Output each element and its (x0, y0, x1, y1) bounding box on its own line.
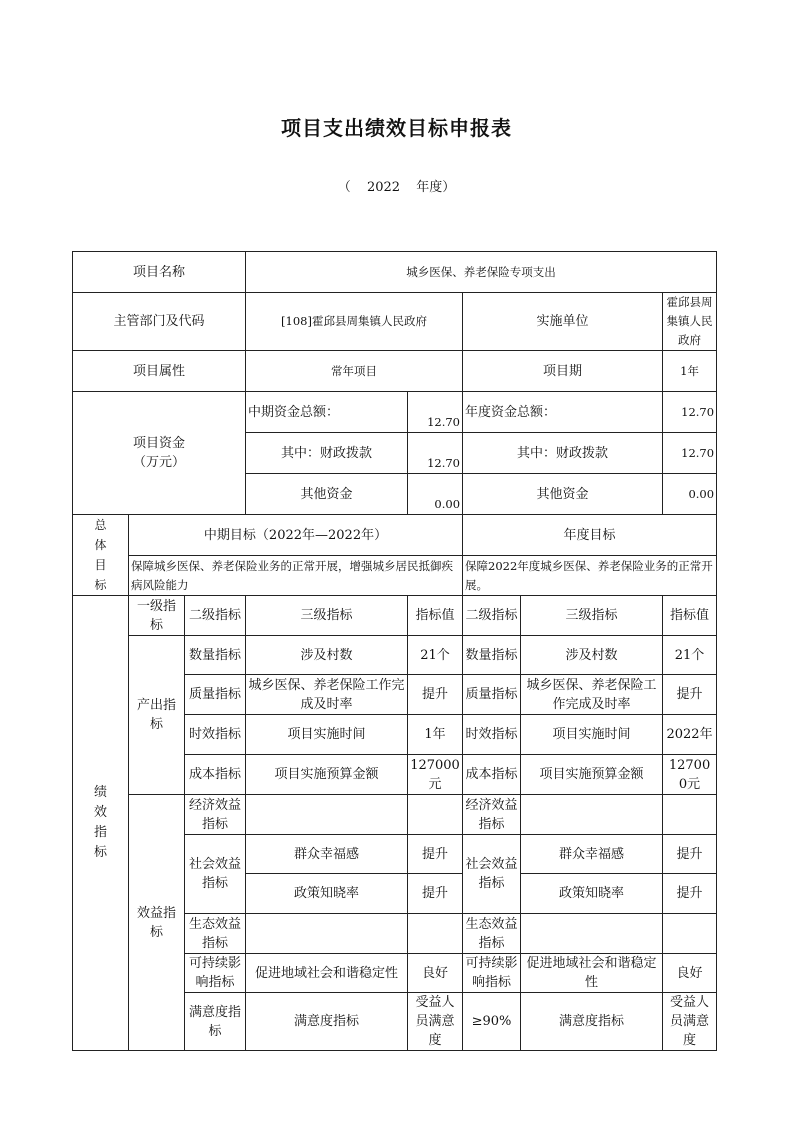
year-other-value: 0.00 (663, 474, 717, 515)
row9-m3: 受益人员满意度 (408, 993, 463, 1051)
unit-label: 实施单位 (463, 293, 663, 351)
header-value-year: 指标值 (663, 596, 717, 636)
period-label: 项目期 (463, 351, 663, 392)
year-other-label: 其他资金 (463, 474, 663, 515)
row7-y2: 生态效益指标 (463, 914, 521, 954)
mid-total-value: 12.70 (408, 392, 463, 433)
header-value-mid: 指标值 (408, 596, 463, 636)
benefit-label: 效益指标 (129, 795, 185, 1051)
year-total-label: 年度资金总额： (463, 392, 663, 433)
goals-label: 总 体 目 标 (73, 515, 129, 596)
row3-yv: 127000元 (663, 755, 717, 795)
row0-y2: 数量指标 (463, 636, 521, 675)
row1-y3: 城乡医保、养老保险工作完成及时率 (521, 675, 663, 715)
row4-yv (663, 795, 717, 835)
row2-y2: 时效指标 (463, 715, 521, 755)
dept-value: [108]霍邱县周集镇人民政府 (246, 293, 463, 351)
row3-y3: 项目实施预算金额 (521, 755, 663, 795)
year-value: 2022 (366, 180, 401, 195)
row5-l2: 社会效益指标 (185, 835, 246, 914)
row0-mv: 21个 (408, 636, 463, 675)
mid-goal-text: 保障城乡医保、养老保险业务的正常开展，增强城乡居民抵御疾病风险能力 (129, 556, 463, 596)
header-level2-mid: 二级指标 (185, 596, 246, 636)
header-level3-year: 三级指标 (521, 596, 663, 636)
year-fin-label: 其中：财政拨款 (463, 433, 663, 474)
row8-y2: 可持续影响指标 (463, 954, 521, 993)
row8-m3: 促进地域社会和谐稳定性 (246, 954, 408, 993)
project-name-label: 项目名称 (73, 252, 246, 293)
satisfaction-label: 满意度指标 (185, 993, 246, 1051)
row8-yv: 良好 (663, 954, 717, 993)
row1-m3: 城乡医保、养老保险工作完成及时率 (246, 675, 408, 715)
row4-m3 (246, 795, 408, 835)
row1-l2: 质量指标 (185, 675, 246, 715)
row2-yv: 2022年 (663, 715, 717, 755)
row2-l2: 时效指标 (185, 715, 246, 755)
row5-mv: 提升 (408, 835, 463, 874)
row1-y2: 质量指标 (463, 675, 521, 715)
output-label: 产出指标 (129, 636, 185, 795)
row7-m3 (246, 914, 408, 954)
page-title: 项目支出绩效目标申报表 (281, 116, 512, 140)
row3-y2: 成本指标 (463, 755, 521, 795)
year-fin-value: 12.70 (663, 433, 717, 474)
mid-other-label: 其他资金 (246, 474, 408, 515)
mid-total-label: 中期资金总额： (246, 392, 408, 433)
row7-mv (408, 914, 463, 954)
row8-mv: 良好 (408, 954, 463, 993)
row6-y3: 政策知晓率 (521, 874, 663, 914)
project-name-value: 城乡医保、养老保险专项支出 (246, 252, 717, 293)
row8-l2: 可持续影响指标 (185, 954, 246, 993)
row1-yv: 提升 (663, 675, 717, 715)
row6-mv: 提升 (408, 874, 463, 914)
performance-form (72, 251, 717, 1051)
row0-l2: 数量指标 (185, 636, 246, 675)
row8-y3: 促进地域社会和谐稳定性 (521, 954, 663, 993)
row9-l2: 满意度指标 (246, 993, 408, 1051)
dept-label: 主管部门及代码 (73, 293, 246, 351)
year-goal-text: 保障2022年度城乡医保、养老保险业务的正常开展。 (463, 556, 717, 596)
year-goal-header: 年度目标 (463, 515, 717, 556)
row4-y2: 经济效益指标 (463, 795, 521, 835)
indicators-label: 绩 效 指 标 (73, 596, 129, 1051)
row9-y3: 受益人员满意度 (663, 993, 717, 1051)
row3-mv: 127000元 (408, 755, 463, 795)
attr-label: 项目属性 (73, 351, 246, 392)
row2-y3: 项目实施时间 (521, 715, 663, 755)
mid-fin-value: 12.70 (408, 433, 463, 474)
row0-yv: 21个 (663, 636, 717, 675)
row5-m3: 群众幸福感 (246, 835, 408, 874)
period-value: 1年 (663, 351, 717, 392)
row5-yv: 提升 (663, 835, 717, 874)
attr-value: 常年项目 (246, 351, 463, 392)
row6-yv: 提升 (663, 874, 717, 914)
row6-m3: 政策知晓率 (246, 874, 408, 914)
mid-fin-label: 其中：财政拨款 (246, 433, 408, 474)
row2-mv: 1年 (408, 715, 463, 755)
row7-yv (663, 914, 717, 954)
header-level2-year: 二级指标 (463, 596, 521, 636)
row0-m3: 涉及村数 (246, 636, 408, 675)
row3-m3: 项目实施预算金额 (246, 755, 408, 795)
row4-mv (408, 795, 463, 835)
row9-y2: 满意度指标 (521, 993, 663, 1051)
row9-mv: ≥90% (463, 993, 521, 1051)
row0-y3: 涉及村数 (521, 636, 663, 675)
mid-goal-header: 中期目标（2022年—2022年） (129, 515, 463, 556)
funds-label: 项目资金 （万元） (73, 392, 246, 515)
mid-other-value: 0.00 (408, 474, 463, 515)
row2-m3: 项目实施时间 (246, 715, 408, 755)
row3-l2: 成本指标 (185, 755, 246, 795)
year-label: 年度） (416, 180, 456, 195)
year-line (0, 176, 793, 195)
row4-y3 (521, 795, 663, 835)
year-open: （ (337, 180, 351, 195)
row5-y3: 群众幸福感 (521, 835, 663, 874)
row7-y3 (521, 914, 663, 954)
unit-value: 霍邱县周集镇人民政府 (663, 293, 717, 351)
row1-mv: 提升 (408, 675, 463, 715)
header-level3-mid: 三级指标 (246, 596, 408, 636)
row5-y2: 社会效益指标 (463, 835, 521, 914)
year-total-value: 12.70 (663, 392, 717, 433)
row4-l2: 经济效益指标 (185, 795, 246, 835)
row7-l2: 生态效益指标 (185, 914, 246, 954)
header-level1: 一级指标 (129, 596, 185, 636)
